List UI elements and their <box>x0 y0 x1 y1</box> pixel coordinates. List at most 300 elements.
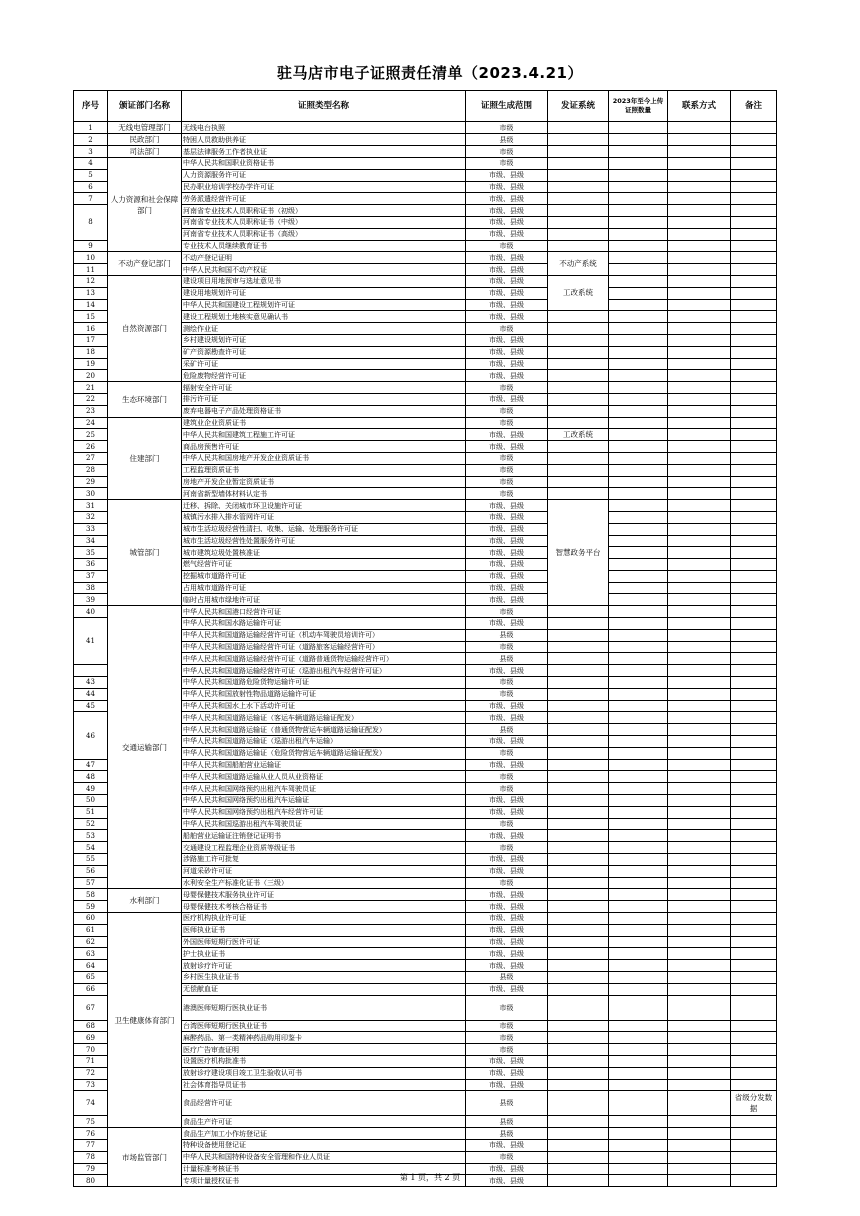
row-index: 63 <box>74 948 108 960</box>
remarks <box>731 901 777 913</box>
row-index: 74 <box>74 1091 108 1116</box>
certificate-name: 医师执业证书 <box>182 924 466 936</box>
table-row <box>74 606 777 618</box>
contact-info <box>668 688 731 700</box>
issuing-system <box>548 771 609 783</box>
row-index: 33 <box>74 523 108 535</box>
contact-info <box>668 1079 731 1091</box>
generation-scope: 市级、县级 <box>466 511 548 523</box>
certificate-name: 商品房预售许可证 <box>182 441 466 453</box>
row-index: 16 <box>74 323 108 335</box>
upload-count <box>609 323 668 335</box>
issuing-system <box>548 688 609 700</box>
generation-scope: 市级 <box>466 1020 548 1032</box>
contact-info <box>668 842 731 854</box>
department-name: 人力资源和社会保障部门 <box>108 158 182 252</box>
contact-info <box>668 299 731 311</box>
upload-count <box>609 452 668 464</box>
row-index: 80 <box>74 1175 108 1187</box>
remarks <box>731 995 777 1020</box>
certificate-name: 建设项目用地预审与选址意见书 <box>182 275 466 287</box>
upload-count <box>609 1079 668 1091</box>
certificate-name: 食品生产加工小作坊登记证 <box>182 1128 466 1140</box>
upload-count <box>609 547 668 559</box>
contact-info <box>668 924 731 936</box>
issuing-system: 智慧政务平台 <box>548 500 609 606</box>
contact-info <box>668 1055 731 1067</box>
row-index: 47 <box>74 759 108 771</box>
remarks <box>731 606 777 618</box>
contact-info <box>668 134 731 146</box>
remarks <box>731 452 777 464</box>
upload-count <box>609 1067 668 1079</box>
contact-info <box>668 795 731 807</box>
remarks <box>731 134 777 146</box>
generation-scope: 市级、县级 <box>466 594 548 606</box>
remarks <box>731 1032 777 1044</box>
remarks <box>731 264 777 276</box>
issuing-system <box>548 1067 609 1079</box>
remarks <box>731 393 777 405</box>
contact-info <box>668 983 731 995</box>
upload-count <box>609 971 668 983</box>
department-name: 生态环境部门 <box>108 382 182 417</box>
upload-count <box>609 169 668 181</box>
upload-count <box>609 181 668 193</box>
row-index: 73 <box>74 1079 108 1091</box>
certificate-name: 中华人民共和国水上水下活动许可证 <box>182 700 466 712</box>
certificate-name: 中华人民共和国道路运输从业人员从业资格证 <box>182 771 466 783</box>
upload-count <box>609 842 668 854</box>
generation-scope: 市级 <box>466 771 548 783</box>
issuing-system <box>548 724 609 736</box>
issuing-system <box>548 889 609 901</box>
remarks <box>731 122 777 134</box>
contact-info <box>668 452 731 464</box>
issuing-system <box>548 169 609 181</box>
contact-info <box>668 1128 731 1140</box>
contact-info <box>668 948 731 960</box>
remarks <box>731 417 777 429</box>
generation-scope: 市级 <box>466 818 548 830</box>
remarks <box>731 948 777 960</box>
generation-scope: 市级、县级 <box>466 1163 548 1175</box>
row-index: 59 <box>74 901 108 913</box>
certificate-name: 护士执业证书 <box>182 948 466 960</box>
certificate-table <box>73 90 777 1187</box>
issuing-system <box>548 712 609 724</box>
row-index: 24 <box>74 417 108 429</box>
row-index: 14 <box>74 299 108 311</box>
header-cert-type: 证照类型名称 <box>182 91 466 122</box>
contact-info <box>668 971 731 983</box>
header-remarks: 备注 <box>731 91 777 122</box>
contact-info <box>668 334 731 346</box>
upload-count <box>609 464 668 476</box>
certificate-name: 食品经营许可证 <box>182 1091 466 1116</box>
generation-scope: 市级、县级 <box>466 795 548 807</box>
remarks <box>731 747 777 759</box>
row-index: 45 <box>74 700 108 712</box>
certificate-name: 台湾医师短期行医执业证书 <box>182 1020 466 1032</box>
generation-scope: 市级 <box>466 382 548 394</box>
row-index: 7 <box>74 193 108 205</box>
row-index: 12 <box>74 275 108 287</box>
remarks <box>731 535 777 547</box>
remarks <box>731 346 777 358</box>
remarks <box>731 441 777 453</box>
upload-count <box>609 382 668 394</box>
department-name: 卫生健康体育部门 <box>108 913 182 1128</box>
upload-count <box>609 854 668 866</box>
upload-count <box>609 724 668 736</box>
row-index: 66 <box>74 983 108 995</box>
contact-info <box>668 1151 731 1163</box>
issuing-system <box>548 901 609 913</box>
generation-scope: 市级、县级 <box>466 228 548 240</box>
row-index: 58 <box>74 889 108 901</box>
remarks <box>731 806 777 818</box>
generation-scope: 市级 <box>466 146 548 158</box>
contact-info <box>668 429 731 441</box>
certificate-name: 建筑业企业资质证书 <box>182 417 466 429</box>
certificate-name: 乡村建设规划许可证 <box>182 334 466 346</box>
generation-scope: 市级、县级 <box>466 913 548 925</box>
contact-info <box>668 901 731 913</box>
contact-info <box>668 830 731 842</box>
generation-scope: 市级、县级 <box>466 429 548 441</box>
remarks <box>731 594 777 606</box>
contact-info <box>668 382 731 394</box>
generation-scope: 市级 <box>466 677 548 689</box>
issuing-system <box>548 216 609 228</box>
remarks <box>731 1055 777 1067</box>
upload-count <box>609 983 668 995</box>
row-index: 71 <box>74 1055 108 1067</box>
issuing-system <box>548 854 609 866</box>
upload-count <box>609 936 668 948</box>
remarks <box>731 1139 777 1151</box>
certificate-name: 中华人民共和国港口经营许可证 <box>182 606 466 618</box>
issuing-system <box>548 488 609 500</box>
row-index: 1 <box>74 122 108 134</box>
contact-info <box>668 712 731 724</box>
upload-count <box>609 405 668 417</box>
certificate-name: 专业技术人员继续教育证书 <box>182 240 466 252</box>
contact-info <box>668 476 731 488</box>
contact-info <box>668 488 731 500</box>
contact-info <box>668 181 731 193</box>
generation-scope: 市级 <box>466 405 548 417</box>
remarks <box>731 653 777 665</box>
certificate-name: 危险废物经营许可证 <box>182 370 466 382</box>
certificate-name: 城镇污水排入排水管网许可证 <box>182 511 466 523</box>
generation-scope: 市级 <box>466 995 548 1020</box>
generation-scope: 县级 <box>466 971 548 983</box>
remarks <box>731 913 777 925</box>
issuing-system <box>548 228 609 240</box>
row-index: 32 <box>74 511 108 523</box>
upload-count <box>609 334 668 346</box>
generation-scope: 市级 <box>466 158 548 170</box>
certificate-name: 中华人民共和国特种设备安全管理和作业人员证 <box>182 1151 466 1163</box>
contact-info <box>668 1067 731 1079</box>
remarks <box>731 924 777 936</box>
upload-count <box>609 795 668 807</box>
certificate-name: 中华人民共和国道路运输经营许可证（道路普通货物运输经营许可） <box>182 653 466 665</box>
certificate-name: 中华人民共和国水路运输许可证 <box>182 618 466 630</box>
row-index: 23 <box>74 405 108 417</box>
department-name: 自然资源部门 <box>108 275 182 381</box>
generation-scope: 市级、县级 <box>466 712 548 724</box>
upload-count <box>609 570 668 582</box>
department-name: 无线电管理部门 <box>108 122 182 134</box>
issuing-system <box>548 311 609 323</box>
contact-info <box>668 582 731 594</box>
certificate-name: 河南省专业技术人员职称证书（中级） <box>182 216 466 228</box>
row-index: 75 <box>74 1116 108 1128</box>
page-footer: 第 1 页，共 2 页 <box>399 1173 461 1182</box>
generation-scope: 市级、县级 <box>466 193 548 205</box>
remarks <box>731 146 777 158</box>
issuing-system <box>548 795 609 807</box>
certificate-name: 城市建筑垃圾处置核准证 <box>182 547 466 559</box>
generation-scope: 市级、县级 <box>466 582 548 594</box>
remarks <box>731 299 777 311</box>
remarks <box>731 1020 777 1032</box>
issuing-system <box>548 146 609 158</box>
remarks <box>731 523 777 535</box>
issuing-system <box>548 464 609 476</box>
remarks <box>731 818 777 830</box>
generation-scope: 市级 <box>466 747 548 759</box>
generation-scope: 市级、县级 <box>466 370 548 382</box>
upload-count <box>609 299 668 311</box>
row-index: 57 <box>74 877 108 889</box>
upload-count <box>609 228 668 240</box>
remarks <box>731 476 777 488</box>
contact-info <box>668 205 731 217</box>
upload-count <box>609 629 668 641</box>
upload-count <box>609 995 668 1020</box>
generation-scope: 市级、县级 <box>466 441 548 453</box>
upload-count <box>609 806 668 818</box>
table-row <box>74 417 777 429</box>
contact-info <box>668 122 731 134</box>
generation-scope: 市级 <box>466 464 548 476</box>
certificate-name: 特困人员救助供养证 <box>182 134 466 146</box>
remarks <box>731 216 777 228</box>
certificate-name: 中华人民共和国巡游出租汽车驾驶员证 <box>182 818 466 830</box>
row-index: 15 <box>74 311 108 323</box>
certificate-name: 船舶营业运输证注销登记证明书 <box>182 830 466 842</box>
row-index: 4 <box>74 158 108 170</box>
upload-count <box>609 1020 668 1032</box>
remarks <box>731 1044 777 1056</box>
row-index: 78 <box>74 1151 108 1163</box>
remarks <box>731 181 777 193</box>
generation-scope: 市级、县级 <box>466 1067 548 1079</box>
issuing-system <box>548 158 609 170</box>
issuing-system <box>548 1091 609 1116</box>
issuing-system <box>548 1139 609 1151</box>
row-index: 67 <box>74 995 108 1020</box>
upload-count <box>609 240 668 252</box>
contact-info <box>668 287 731 299</box>
issuing-system <box>548 971 609 983</box>
header-upload-count: 2023年至今上传证照数量 <box>609 91 668 122</box>
generation-scope: 市级、县级 <box>466 547 548 559</box>
generation-scope: 市级 <box>466 1032 548 1044</box>
row-index: 43 <box>74 677 108 689</box>
row-index: 77 <box>74 1139 108 1151</box>
generation-scope: 市级、县级 <box>466 559 548 571</box>
row-index: 22 <box>74 393 108 405</box>
contact-info <box>668 629 731 641</box>
issuing-system <box>548 629 609 641</box>
certificate-name: 测绘作业证 <box>182 323 466 335</box>
generation-scope: 市级、县级 <box>466 500 548 512</box>
issuing-system <box>548 983 609 995</box>
remarks <box>731 1151 777 1163</box>
contact-info <box>668 1020 731 1032</box>
contact-info <box>668 511 731 523</box>
row-index: 6 <box>74 181 108 193</box>
issuing-system: 工改系统 <box>548 429 609 441</box>
issuing-system <box>548 240 609 252</box>
remarks <box>731 1116 777 1128</box>
upload-count <box>609 476 668 488</box>
contact-info <box>668 700 731 712</box>
contact-info <box>668 370 731 382</box>
contact-info <box>668 995 731 1020</box>
generation-scope: 市级、县级 <box>466 948 548 960</box>
generation-scope: 市级、县级 <box>466 1139 548 1151</box>
issuing-system <box>548 842 609 854</box>
contact-info <box>668 240 731 252</box>
row-index: 30 <box>74 488 108 500</box>
remarks <box>731 323 777 335</box>
generation-scope: 市级、县级 <box>466 960 548 972</box>
generation-scope: 市级 <box>466 122 548 134</box>
row-index: 50 <box>74 795 108 807</box>
row-index: 25 <box>74 429 108 441</box>
contact-info <box>668 759 731 771</box>
certificate-name: 食品生产许可证 <box>182 1116 466 1128</box>
remarks <box>731 842 777 854</box>
generation-scope: 市级 <box>466 641 548 653</box>
remarks <box>731 1128 777 1140</box>
upload-count <box>609 1139 668 1151</box>
issuing-system <box>548 960 609 972</box>
remarks <box>731 559 777 571</box>
certificate-name: 外国医师短期行医许可证 <box>182 936 466 948</box>
certificate-name: 城市生活垃圾经营性处置服务许可证 <box>182 535 466 547</box>
certificate-name: 中华人民共和国建设工程规划许可证 <box>182 299 466 311</box>
department-name: 住建部门 <box>108 417 182 500</box>
row-index: 31 <box>74 500 108 512</box>
generation-scope: 市级、县级 <box>466 169 548 181</box>
generation-scope: 市级、县级 <box>466 216 548 228</box>
upload-count <box>609 358 668 370</box>
row-index: 41 <box>74 618 108 665</box>
contact-info <box>668 806 731 818</box>
remarks <box>731 854 777 866</box>
generation-scope: 市级 <box>466 842 548 854</box>
certificate-name: 中华人民共和国道路运输证（危险货物营运车辆道路运输证配发） <box>182 747 466 759</box>
upload-count <box>609 1055 668 1067</box>
row-index: 53 <box>74 830 108 842</box>
remarks <box>731 287 777 299</box>
certificate-name: 医疗机构执业许可证 <box>182 913 466 925</box>
row-index: 10 <box>74 252 108 264</box>
issuing-system <box>548 193 609 205</box>
generation-scope: 市级、县级 <box>466 736 548 748</box>
certificate-name: 无线电台执照 <box>182 122 466 134</box>
remarks <box>731 205 777 217</box>
certificate-name: 建设用地规划许可证 <box>182 287 466 299</box>
upload-count <box>609 747 668 759</box>
issuing-system <box>548 205 609 217</box>
row-index: 46 <box>74 712 108 759</box>
generation-scope: 县级 <box>466 653 548 665</box>
issuing-system <box>548 1079 609 1091</box>
generation-scope: 市级、县级 <box>466 665 548 677</box>
issuing-system <box>548 452 609 464</box>
upload-count <box>609 146 668 158</box>
row-index: 64 <box>74 960 108 972</box>
row-index: 11 <box>74 264 108 276</box>
row-index: 52 <box>74 818 108 830</box>
contact-info <box>668 417 731 429</box>
remarks <box>731 688 777 700</box>
row-index: 69 <box>74 1032 108 1044</box>
upload-count <box>609 830 668 842</box>
upload-count <box>609 370 668 382</box>
certificate-name: 废弃电器电子产品处理资格证书 <box>182 405 466 417</box>
row-index: 17 <box>74 334 108 346</box>
issuing-system <box>548 334 609 346</box>
certificate-name: 河南省专业技术人员职称证书（高级） <box>182 228 466 240</box>
remarks <box>731 570 777 582</box>
certificate-name: 河南省新型墙体材料认定书 <box>182 488 466 500</box>
generation-scope: 市级、县级 <box>466 700 548 712</box>
table-row <box>74 382 777 394</box>
upload-count <box>609 759 668 771</box>
remarks <box>731 429 777 441</box>
contact-info <box>668 464 731 476</box>
row-index: 9 <box>74 240 108 252</box>
department-name: 交通运输部门 <box>108 606 182 889</box>
upload-count <box>609 771 668 783</box>
table-row <box>74 275 777 287</box>
certificate-name: 房地产开发企业暂定资质证书 <box>182 476 466 488</box>
upload-count <box>609 1032 668 1044</box>
issuing-system <box>548 759 609 771</box>
certificate-name: 中华人民共和国船舶营业运输证 <box>182 759 466 771</box>
generation-scope: 市级、县级 <box>466 311 548 323</box>
issuing-system <box>548 181 609 193</box>
row-index: 36 <box>74 559 108 571</box>
row-index: 20 <box>74 370 108 382</box>
remarks <box>731 795 777 807</box>
upload-count <box>609 122 668 134</box>
remarks <box>731 889 777 901</box>
row-index: 39 <box>74 594 108 606</box>
generation-scope: 市级、县级 <box>466 806 548 818</box>
contact-info <box>668 606 731 618</box>
certificate-name: 建设工程规划土地核实意见确认书 <box>182 311 466 323</box>
